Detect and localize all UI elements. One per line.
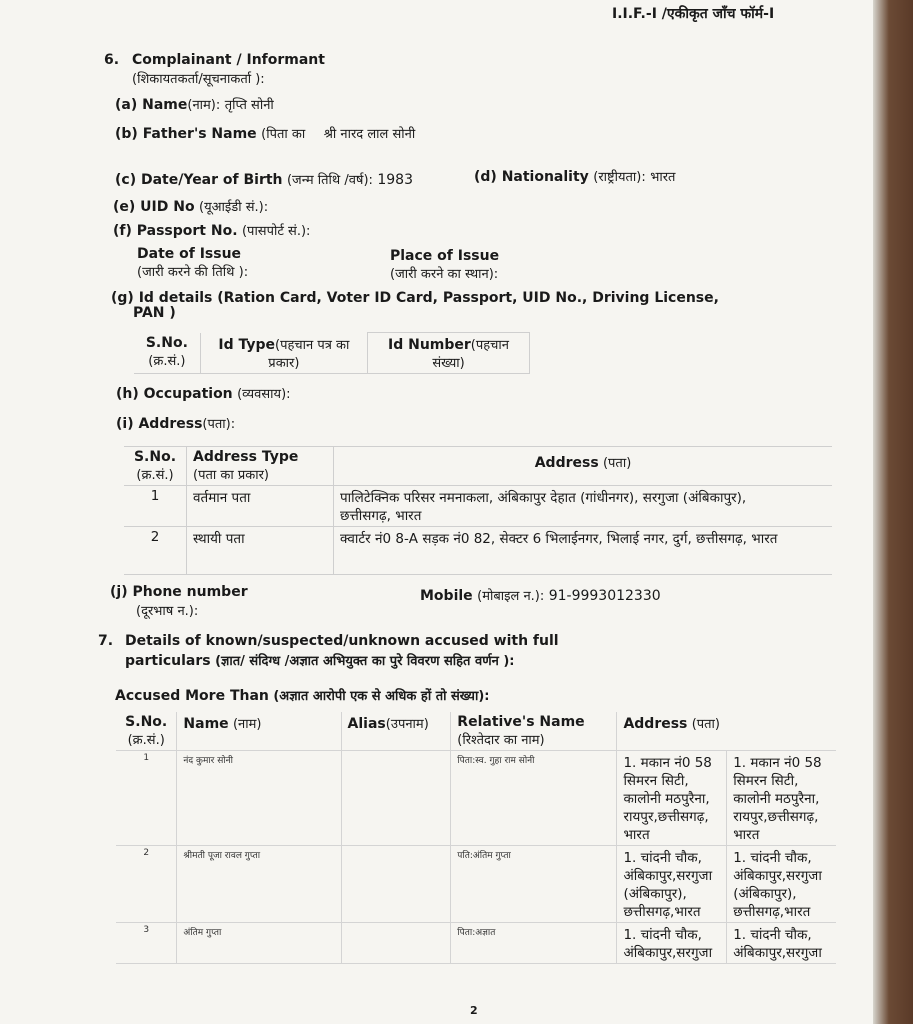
- section-7-title-2: [125, 651, 515, 669]
- acc-row-2-address-2: 1. चांदनी चौक, अंबिकापुर,सरगुजा (अंबिकापुर), छत्तीसगढ़,भारत: [727, 846, 836, 923]
- accused-more-than-label-hindi: (अज्ञात आरोपी एक से अधिक हों तो संख्या):: [273, 689, 490, 704]
- addr-header: Address: [534, 455, 599, 471]
- section-7-number: 7.: [98, 633, 114, 649]
- father-name-field: [115, 124, 415, 142]
- addr-row-1-no: 1: [124, 486, 187, 527]
- acc-relative-header: Relative's Name: [457, 714, 585, 730]
- page-number: 2: [470, 1004, 478, 1017]
- nationality-label-hindi: (राष्ट्रीयता):: [593, 170, 646, 185]
- addr-sno-header-hindi: (क्र.सं.): [136, 468, 174, 483]
- acc-row-1-alias: [341, 751, 451, 846]
- occupation-field: [116, 384, 291, 402]
- id-type-header-hindi: (पहचान पत्र का: [275, 337, 350, 353]
- accused-more-than-label: Accused More Than: [115, 688, 269, 704]
- acc-row-2-name: श्रीमती पूजा रावल गुप्ता: [177, 846, 341, 923]
- dob-field: [115, 170, 413, 188]
- id-number-header: Id Number: [388, 337, 471, 353]
- mobile-label-hindi: (मोबाइल न.):: [477, 589, 545, 604]
- nationality-field: [474, 167, 675, 185]
- acc-sno-header-hindi: (क्र.सं.): [127, 733, 165, 748]
- table-row: [116, 846, 836, 923]
- dob-label: (c) Date/Year of Birth: [115, 172, 283, 188]
- section-6-title-hindi: (शिकायतकर्ता/सूचनाकर्ता ):: [132, 72, 265, 87]
- acc-row-2-address: 1. चांदनी चौक, अंबिकापुर,सरगुजा (अंबिकापुर), छत्तीसगढ़,भारत: [617, 846, 727, 923]
- acc-name-header-hindi: (नाम): [232, 717, 262, 732]
- form-code: I.I.F.-I /एकीकृत जाँच फॉर्म-I: [612, 6, 775, 22]
- section-7-title-2-hindi: (ज्ञात/ संदिग्ध /अज्ञात अभियुक्त का पुरे विवरण सहित वर्णन ):: [215, 654, 515, 669]
- acc-row-2-no: 2: [116, 846, 177, 923]
- addr-type-header-hindi: (पता का प्रकार): [193, 468, 269, 483]
- acc-row-3-name: अंतिम गुप्ता: [177, 923, 341, 964]
- occupation-label: (h) Occupation: [116, 386, 233, 402]
- id-type-header: Id Type: [218, 336, 275, 353]
- dob-value: 1983: [377, 172, 413, 188]
- place-of-issue-label: Place of Issue: [390, 248, 500, 264]
- id-details-label-2: PAN ): [133, 305, 176, 321]
- table-row: [116, 751, 836, 846]
- name-label-hindi: (नाम):: [187, 98, 221, 113]
- dob-label-hindi: (जन्म तिथि /वर्ष):: [286, 173, 373, 188]
- table-row: [124, 486, 832, 527]
- addr-sno-header: S.No.: [133, 449, 177, 465]
- acc-row-3-no: 3: [116, 923, 177, 964]
- acc-sno-header: S.No.: [125, 714, 168, 730]
- nationality-label: (d) Nationality: [474, 169, 589, 185]
- uid-label: (e) UID No: [113, 199, 195, 215]
- name-label: (a) Name: [115, 97, 188, 113]
- section-6-number: 6.: [104, 52, 120, 68]
- uid-label-hindi: (यूआईडी सं.):: [199, 200, 269, 215]
- acc-address-header-hindi: (पता): [691, 717, 720, 732]
- id-sno-header-hindi: (क्र.सं.): [148, 353, 186, 369]
- id-details-label: (g) Id details (Ration Card, Voter ID Card, Passport, UID No., Driving License,: [111, 290, 719, 306]
- address-label: (i) Address: [116, 416, 203, 432]
- mobile-label: Mobile: [420, 588, 473, 604]
- acc-relative-header-hindi: (रिश्तेदार का नाम): [457, 733, 545, 748]
- date-of-issue-label: Date of Issue: [137, 246, 242, 262]
- passport-label: (f) Passport No.: [113, 223, 238, 239]
- mobile-field: [420, 586, 661, 604]
- accused-more-than-field: [115, 686, 489, 704]
- address-field: [116, 414, 235, 432]
- table-row: [124, 527, 832, 575]
- id-details-table: [134, 332, 530, 374]
- addr-row-2-no: 2: [124, 527, 187, 575]
- acc-row-2-relative: पति:अंतिम गुप्ता: [451, 846, 617, 923]
- section-7-title: Details of known/suspected/unknown accused with full: [125, 633, 559, 649]
- section-6-title: Complainant / Informant: [132, 52, 325, 68]
- background-edge: [873, 0, 913, 1024]
- date-of-issue-label-hindi: (जारी करने की तिथि ):: [137, 265, 249, 280]
- uid-field: [113, 197, 268, 215]
- id-sno-header: S.No.: [145, 334, 188, 351]
- father-name-value: श्री नारद लाल सोनी: [323, 127, 416, 142]
- place-of-issue-label-hindi: (जारी करने का स्थान):: [390, 267, 499, 282]
- passport-label-hindi: (पासपोर्ट सं.):: [241, 224, 311, 239]
- father-name-label: (b) Father's Name: [115, 126, 257, 142]
- mobile-value: 91-9993012330: [548, 588, 661, 604]
- addr-row-2-address: क्वार्टर नं0 8-A सड़क नं0 82, सेक्टर 6 भिलाईनगर, भिलाई नगर, दुर्ग, छत्तीसगढ़, भारत: [334, 527, 833, 575]
- acc-row-1-address: 1. मकान नं0 58 सिमरन सिटी, कालोनी मठपुरैना, रायपुर,छत्तीसगढ़, भारत: [617, 751, 727, 846]
- acc-alias-header: Alias: [347, 716, 386, 732]
- acc-address-header: Address: [623, 716, 688, 732]
- phone-label-hindi: (दूरभाष न.):: [136, 604, 199, 619]
- father-name-label-hindi: (पिता का: [261, 127, 306, 142]
- name-value: तृप्ति सोनी: [224, 98, 274, 113]
- addr-type-header: Address Type: [193, 449, 299, 465]
- table-row: [134, 333, 530, 374]
- addr-header-hindi: (पता): [602, 456, 632, 471]
- acc-alias-header-hindi: (उपनाम): [385, 717, 429, 732]
- table-row: [116, 712, 836, 751]
- address-table: [124, 446, 832, 575]
- id-type-header-hindi-2: प्रकार): [268, 355, 300, 371]
- name-field: [115, 95, 274, 113]
- acc-row-1-address-2: 1. मकान नं0 58 सिमरन सिटी, कालोनी मठपुरैना, रायपुर,छत्तीसगढ़, भारत: [727, 751, 836, 846]
- acc-name-header: Name: [183, 716, 229, 732]
- passport-field: [113, 221, 310, 239]
- phone-label: (j) Phone number: [110, 584, 248, 600]
- acc-row-3-relative: पिता:अज्ञात: [451, 923, 617, 964]
- acc-row-3-alias: [341, 923, 451, 964]
- addr-row-1-type: वर्तमान पता: [187, 486, 334, 527]
- acc-row-3-address: 1. चांदनी चौक, अंबिकापुर,सरगुजा: [617, 923, 727, 964]
- table-row: [116, 923, 836, 964]
- occupation-label-hindi: (व्यवसाय):: [237, 387, 291, 402]
- address-label-hindi: (पता):: [202, 417, 236, 432]
- id-number-header-hindi: (पहचान: [470, 338, 509, 353]
- acc-row-1-name: नंद कुमार सोनी: [177, 751, 341, 846]
- acc-row-1-no: 1: [116, 751, 177, 846]
- acc-row-1-relative: पिता:स्व. गुहा राम सोनी: [451, 751, 617, 846]
- id-number-header-hindi-2: संख्या): [432, 356, 465, 371]
- nationality-value: भारत: [650, 170, 676, 185]
- addr-row-1-address-2: छत्तीसगढ़, भारत: [340, 508, 422, 524]
- acc-row-2-alias: [341, 846, 451, 923]
- section-7-title-2-label: particulars: [125, 653, 211, 669]
- accused-table: [116, 712, 836, 964]
- addr-row-1-address: पालिटेक्निक परिसर नमनाकला, अंबिकापुर देहात (गांधीनगर), सरगुजा (अंबिकापुर),: [340, 490, 747, 506]
- addr-row-2-type: स्थायी पता: [187, 527, 334, 575]
- acc-row-3-address-2: 1. चांदनी चौक, अंबिकापुर,सरगुजा: [727, 923, 836, 964]
- table-row: [124, 447, 832, 486]
